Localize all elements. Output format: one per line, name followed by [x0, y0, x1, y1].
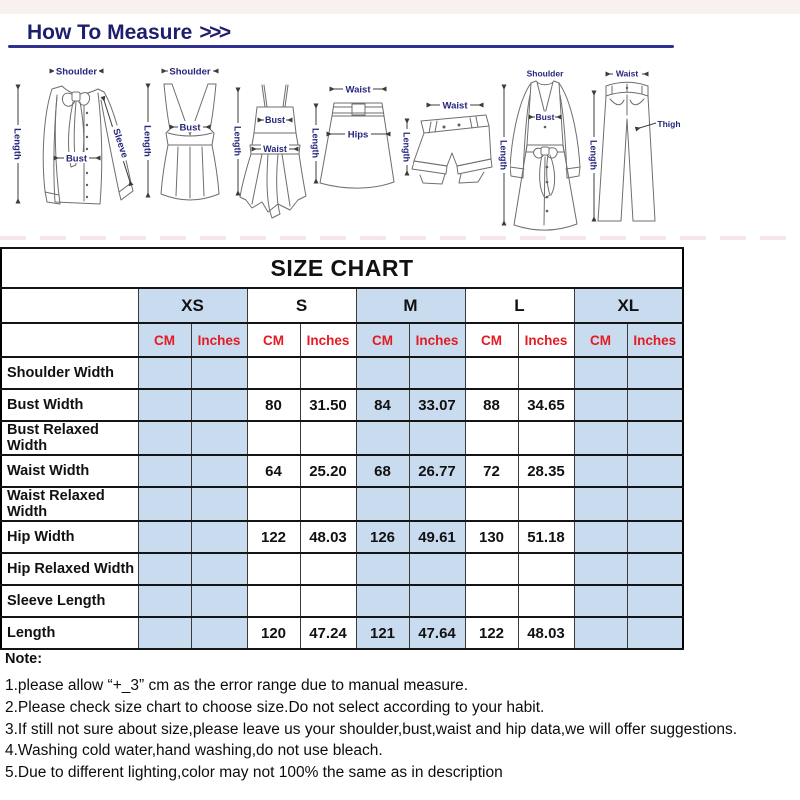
note-item: 4.Washing cold water,hand washing,do not use bleach. [5, 742, 383, 760]
tank-bust-label: Bust [179, 122, 201, 134]
note-item: 1.please allow “+_3” cm as the error range due to manual measure. [5, 677, 469, 694]
garment-pants [588, 68, 681, 221]
value-cell [138, 585, 191, 617]
value-cell [574, 617, 627, 649]
table-title: SIZE CHART [1, 248, 683, 288]
size-header-l: L [465, 288, 574, 323]
value-cell [191, 585, 247, 617]
unit-cell-cm: CM [138, 323, 191, 357]
value-cell [247, 357, 300, 389]
value-cell [627, 585, 683, 617]
pants-waist-label: Waist [615, 68, 639, 79]
unit-cell-inches: Inches [409, 323, 465, 357]
value-cell [627, 389, 683, 421]
size-header-s: S [247, 288, 356, 323]
value-cell [574, 389, 627, 421]
value-cell: 47.24 [300, 617, 356, 649]
size-header-row [1, 288, 683, 323]
skirt-length-label: Length [310, 128, 321, 158]
value-cell: 121 [356, 617, 409, 649]
row-label: Hip Width [1, 521, 138, 553]
value-cell [247, 585, 300, 617]
row-label: Hip Relaxed Width [1, 553, 138, 585]
page-title-text: How To Measure [27, 21, 193, 44]
value-cell [518, 421, 574, 455]
value-cell: 72 [465, 455, 518, 487]
value-cell [627, 521, 683, 553]
value-cell [300, 553, 356, 585]
value-cell [191, 617, 247, 649]
value-cell [191, 487, 247, 521]
coat-shoulder-label: Shoulder [526, 68, 564, 79]
garment-shorts [401, 99, 492, 184]
value-cell [356, 585, 409, 617]
value-cell [627, 421, 683, 455]
table-row [1, 389, 683, 421]
value-cell [518, 357, 574, 389]
size-chart-table [0, 247, 684, 650]
blouse-sleeve-label: Sleeve [110, 127, 130, 160]
value-cell: 126 [356, 521, 409, 553]
value-cell [627, 455, 683, 487]
value-cell [300, 421, 356, 455]
size-header-xs: XS [138, 288, 247, 323]
value-cell [247, 553, 300, 585]
table-row [1, 617, 683, 649]
value-cell [409, 487, 465, 521]
unit-cell-inches: Inches [518, 323, 574, 357]
skirt-hips-label: Hips [347, 129, 369, 141]
value-cell: 25.20 [300, 455, 356, 487]
value-cell [356, 357, 409, 389]
value-cell: 88 [465, 389, 518, 421]
value-cell: 122 [465, 617, 518, 649]
value-cell [356, 553, 409, 585]
table-row [1, 455, 683, 487]
coat-bust-label: Bust [535, 112, 555, 122]
value-cell: 31.50 [300, 389, 356, 421]
value-cell [627, 487, 683, 521]
note-item: 2.Please check size chart to choose size.Do not select according to your habit. [5, 698, 545, 716]
unit-cell-cm: CM [247, 323, 300, 357]
top-tint-band [0, 0, 800, 14]
value-cell [465, 487, 518, 521]
dress-waist-label: Waist [263, 144, 287, 154]
unit-cell-inches: Inches [300, 323, 356, 357]
garment-slip-dress [232, 85, 306, 218]
value-cell: 48.03 [518, 617, 574, 649]
page-title [27, 21, 229, 45]
value-cell: 47.64 [409, 617, 465, 649]
value-cell [138, 455, 191, 487]
pants-length-label: Length [588, 140, 599, 170]
value-cell [518, 553, 574, 585]
value-cell: 48.03 [300, 521, 356, 553]
value-cell [409, 585, 465, 617]
blouse-shoulder-label: Shoulder [55, 66, 98, 78]
value-cell [574, 585, 627, 617]
skirt-waist-label: Waist [345, 84, 371, 96]
value-cell [138, 357, 191, 389]
value-cell: 80 [247, 389, 300, 421]
value-cell: 34.65 [518, 389, 574, 421]
pants-thigh-label: Thigh [657, 119, 681, 129]
header-rule [8, 45, 674, 48]
value-cell [409, 357, 465, 389]
size-header-xl: XL [574, 288, 683, 323]
value-cell: 64 [247, 455, 300, 487]
table-row [1, 357, 683, 389]
row-label: Shoulder Width [1, 357, 138, 389]
row-label: Bust Relaxed Width [1, 421, 138, 455]
value-cell [138, 421, 191, 455]
value-cell: 84 [356, 389, 409, 421]
blouse-bust-label: Bust [65, 153, 88, 165]
value-cell [191, 521, 247, 553]
value-cell [300, 585, 356, 617]
value-cell: 49.61 [409, 521, 465, 553]
value-cell [465, 585, 518, 617]
corner-cell [1, 288, 138, 323]
table-row [1, 585, 683, 617]
value-cell [191, 357, 247, 389]
value-cell [574, 487, 627, 521]
thigh-measure-line [636, 123, 656, 129]
value-cell: 28.35 [518, 455, 574, 487]
value-cell [191, 389, 247, 421]
value-cell [138, 553, 191, 585]
coat-length-label: Length [498, 140, 509, 170]
size-header-m: M [356, 288, 465, 323]
value-cell [518, 585, 574, 617]
value-cell [356, 421, 409, 455]
chevron-right-icon: >>> [199, 21, 229, 44]
value-cell [465, 553, 518, 585]
unit-cell-inches: Inches [627, 323, 683, 357]
notes-section [5, 651, 799, 784]
value-cell [138, 487, 191, 521]
value-cell [465, 357, 518, 389]
value-cell [574, 521, 627, 553]
value-cell [574, 357, 627, 389]
value-cell: 130 [465, 521, 518, 553]
value-cell [409, 421, 465, 455]
corner-cell [1, 323, 138, 357]
note-item: 3.If still not sure about size,please leave us your shoulder,bust,waist and hip data,we will offer suggestions. [5, 720, 738, 738]
tank-length-label: Length [141, 125, 153, 157]
value-cell: 68 [356, 455, 409, 487]
value-cell [138, 617, 191, 649]
garment-skirt [310, 83, 394, 188]
value-cell [300, 357, 356, 389]
unit-cell-inches: Inches [191, 323, 247, 357]
garment-tank-top [142, 65, 220, 200]
unit-cell-cm: CM [465, 323, 518, 357]
shorts-waist-label: Waist [442, 100, 468, 112]
value-cell: 26.77 [409, 455, 465, 487]
garment-trench-coat [498, 68, 580, 230]
value-cell [300, 487, 356, 521]
value-cell [465, 421, 518, 455]
blouse-length-label: Length [11, 128, 23, 160]
value-cell [191, 553, 247, 585]
row-label: Bust Width [1, 389, 138, 421]
value-cell [627, 357, 683, 389]
value-cell [191, 421, 247, 455]
value-cell [138, 389, 191, 421]
value-cell: 120 [247, 617, 300, 649]
table-row [1, 421, 683, 455]
value-cell [627, 553, 683, 585]
row-label: Waist Width [1, 455, 138, 487]
row-label: Length [1, 617, 138, 649]
value-cell [191, 455, 247, 487]
table-row [1, 553, 683, 585]
dress-length-label: Length [232, 126, 243, 156]
value-cell [574, 455, 627, 487]
tank-shoulder-label: Shoulder [169, 66, 211, 78]
row-label: Sleeve Length [1, 585, 138, 617]
table-title-row [1, 248, 683, 288]
unit-cell-cm: CM [356, 323, 409, 357]
value-cell [247, 421, 300, 455]
shorts-length-label: Length [401, 132, 412, 162]
notes-heading: Note: [5, 651, 43, 667]
value-cell: 33.07 [409, 389, 465, 421]
value-cell: 122 [247, 521, 300, 553]
value-cell [409, 553, 465, 585]
value-cell [627, 617, 683, 649]
note-item: 5.Due to different lighting,color may not 100% the same as in description [5, 764, 503, 782]
value-cell [574, 553, 627, 585]
value-cell [138, 521, 191, 553]
value-cell [518, 487, 574, 521]
table-row [1, 521, 683, 553]
dress-bust-label: Bust [265, 115, 285, 125]
value-cell [574, 421, 627, 455]
unit-cell-cm: CM [574, 323, 627, 357]
row-label: Waist Relaxed Width [1, 487, 138, 521]
how-to-measure-diagram [0, 55, 800, 240]
value-cell [356, 487, 409, 521]
value-cell [247, 487, 300, 521]
unit-header-row [1, 323, 683, 357]
garment-blouse [12, 65, 134, 204]
value-cell: 51.18 [518, 521, 574, 553]
table-row [1, 487, 683, 521]
